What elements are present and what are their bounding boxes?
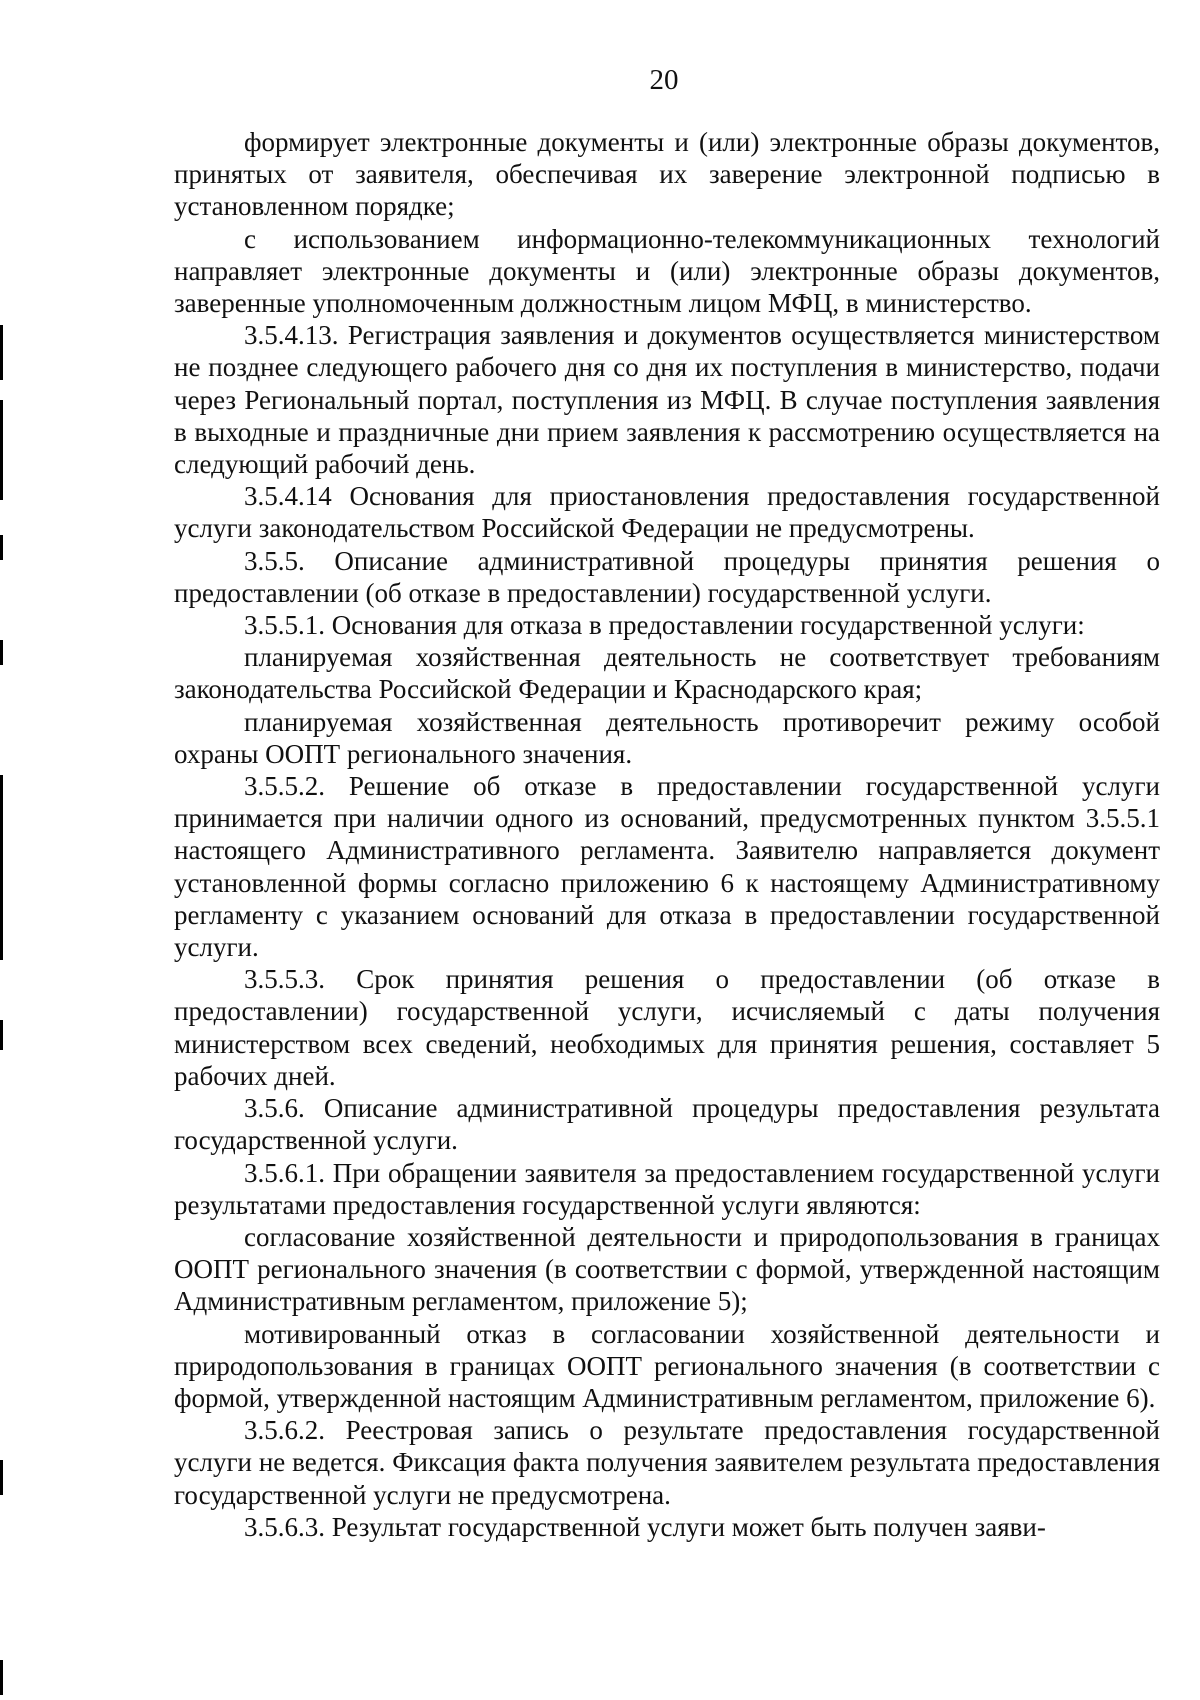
paragraph-9: 3.5.5.2. Решение об отказе в предоставлении государственной услуги принимается при наличии одного из оснований, предусмотренных пунктом 3.5.5.1 настоящего Административного регламента. Заявителю направляется документ установленной формы согласно приложению 6 к настоящему Административному регламенту с указанием оснований для отказа в предоставлении государственной услуги. [174, 771, 1160, 963]
paragraph-4: 3.5.4.14 Основания для приостановления предоставления государственной услуги законодательством Российской Федерации не предусмотрены. [174, 481, 1160, 544]
scan-mark-4 [0, 640, 3, 665]
paragraph-8: планируемая хозяйственная деятельность противоречит режиму особой охраны ООПТ регионального значения. [174, 706, 1160, 769]
page-number: 20 [649, 64, 679, 96]
paragraph-11: 3.5.6. Описание административной процедуры предоставления результата государственной услуги. [174, 1093, 1160, 1156]
paragraph-6: 3.5.5.1. Основания для отказа в предоставлении государственной услуги: [244, 610, 1085, 641]
paragraph-10: 3.5.5.3. Срок принятия решения о предоставлении (об отказе в предоставлении) государственной услуги, исчисляемый с даты получения министерством всех сведений, необходимых для принятия решения, составляет 5 рабочих дней. [174, 964, 1160, 1091]
paragraph-16: 3.5.6.3. Результат государственной услуги может быть получен заяви- [244, 1511, 1046, 1542]
scan-mark-8 [0, 1660, 3, 1695]
paragraph-5: 3.5.5. Описание административной процедуры принятия решения о предоставлении (об отказе в предоставлении) государственной услуги. [174, 545, 1160, 608]
paragraph-3: 3.5.4.13. Регистрация заявления и документов осуществляется министерством не позднее следующего рабочего дня со дня их поступления в министерство, подачи через Региональный портал, поступления из МФЦ. В случае поступления заявления в выходные и праздничные дни прием заявления к рассмотрению осуществляется на следующий рабочий день. [174, 320, 1160, 480]
scan-mark-5 [0, 775, 3, 960]
scan-mark-7 [0, 1460, 3, 1495]
paragraph-14: мотивированный отказ в согласовании хозяйственной деятельности и природопользования в границах ООПТ регионального значения (в соответствии с формой, утвержденной настоящим Административным регламентом, приложение 6). [174, 1318, 1160, 1413]
scan-mark-3 [0, 535, 3, 560]
paragraph-12: 3.5.6.1. При обращении заявителя за предоставлением государственной услуги результатами предоставления государственной услуги являются: [174, 1157, 1160, 1220]
paragraph-1: формирует электронные документы и (или) электронные образы документов, принятых от заявителя, обеспечивая их заверение электронной подписью в установленном порядке; [174, 127, 1160, 222]
scan-mark-6 [0, 1020, 3, 1050]
paragraph-13: согласование хозяйственной деятельности и природопользования в границах ООПТ регионального значения (в соответствии с формой, утвержденной настоящим Административным регламентом, приложение 5); [174, 1221, 1160, 1317]
document-body [174, 126, 1160, 1543]
scan-mark-2 [0, 400, 3, 500]
scan-mark-1 [0, 325, 3, 380]
paragraph-15: 3.5.6.2. Реестровая запись о результате предоставления государственной услуги не ведется. Фиксация факта получения заявителем результата предоставления государственной услуги не предусмотрена. [174, 1415, 1160, 1510]
paragraph-2: с использованием информационно-телекоммуникационных технологий направляет электронные документы и (или) электронные образы документов, заверенные уполномоченным должностным лицом МФЦ, в министерство. [174, 223, 1160, 319]
paragraph-7: планируемая хозяйственная деятельность не соответствует требованиям законодательства Российской Федерации и Краснодарского края; [174, 642, 1160, 705]
